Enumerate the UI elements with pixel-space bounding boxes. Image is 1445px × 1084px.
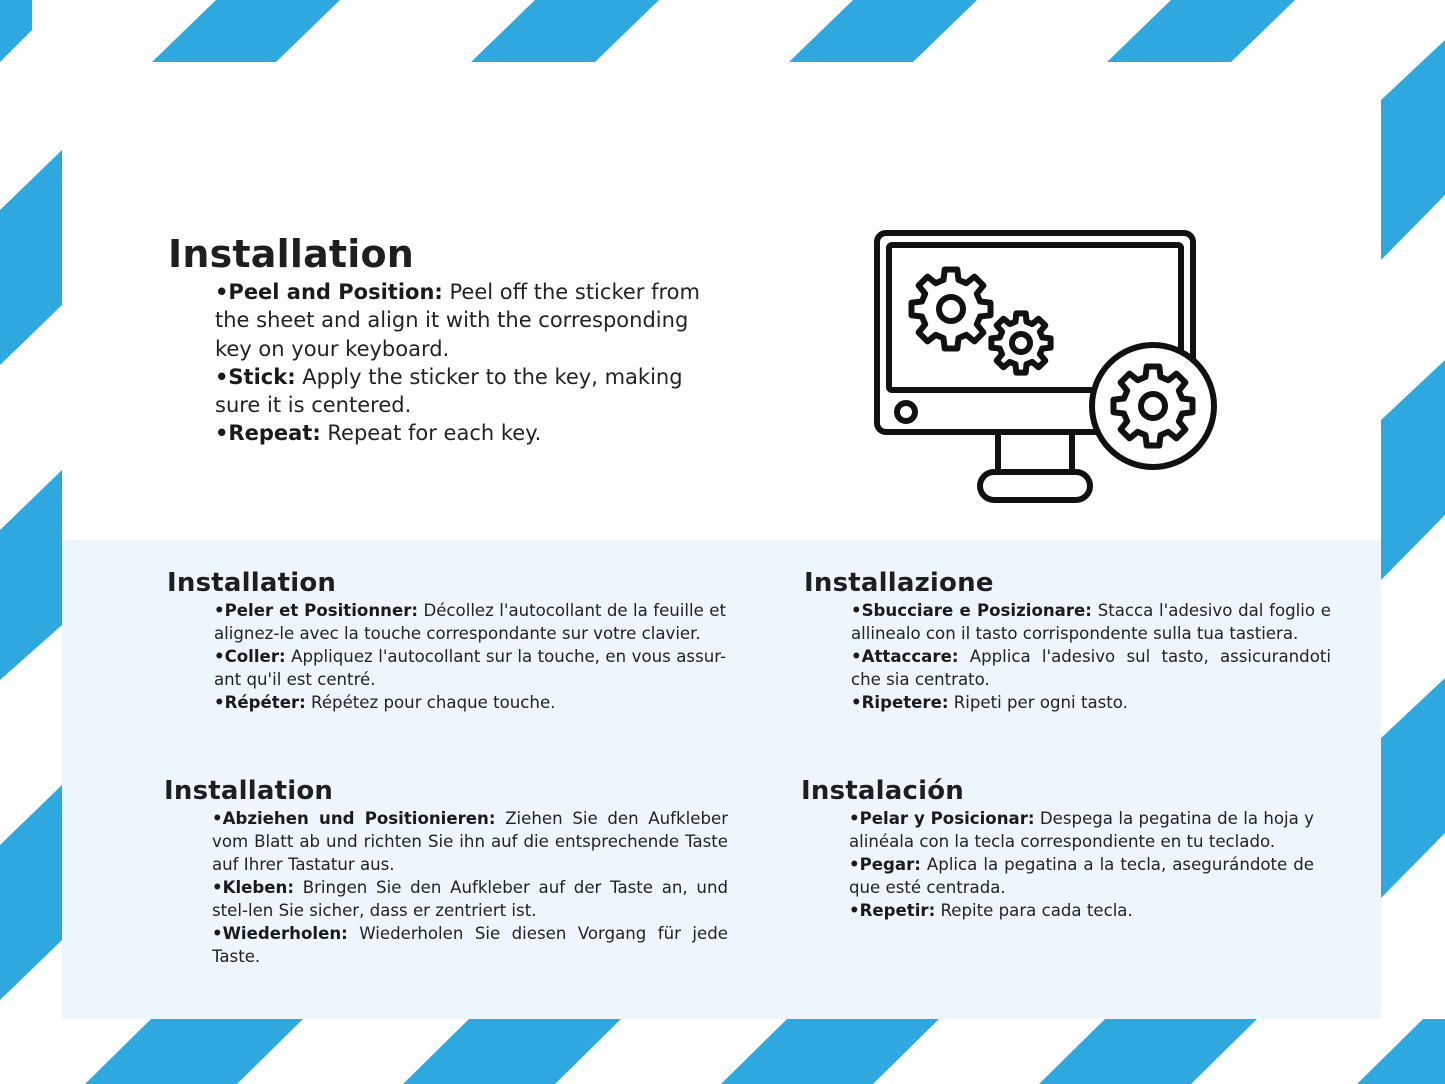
item-text: Répétez pour chaque touche.	[305, 693, 556, 712]
border-stripe	[0, 0, 32, 62]
list-item	[215, 419, 725, 447]
list-item	[212, 876, 728, 922]
item-label: •Répéter:	[214, 693, 306, 712]
border-stripe	[1357, 1019, 1445, 1084]
border-stripe	[1381, 360, 1445, 580]
border-stripe	[0, 470, 62, 680]
item-text: Décollez l'autocollant de la feuille et alignez-le avec la touche correspondante sur votre clavier.	[214, 601, 726, 643]
item-label: •Pelar y Posicionar:	[849, 809, 1035, 828]
border-stripe	[403, 1019, 621, 1084]
section-title-en: Installation	[168, 232, 415, 276]
instruction-list-fr	[214, 599, 726, 714]
item-label: •Stick:	[215, 364, 296, 389]
border-stripe	[789, 0, 977, 62]
item-text: Aplica la pegatina a la tecla, asegurándote de que esté centrada.	[849, 855, 1314, 897]
item-label: •Abziehen und Positionieren:	[212, 809, 496, 828]
border-stripe	[85, 1019, 303, 1084]
gear-icon	[991, 313, 1050, 372]
border-stripe	[152, 0, 340, 62]
list-item	[851, 599, 1331, 645]
list-item	[851, 645, 1331, 691]
item-text: Despega la pegatina de la hoja y alinéala con la tecla correspondiente en tu teclado.	[849, 809, 1314, 851]
item-label: •Kleben:	[212, 878, 294, 897]
border-stripe	[471, 0, 659, 62]
installation-section-fr	[167, 567, 726, 714]
gear-icon	[912, 270, 991, 349]
item-label: •Peler et Positionner:	[214, 601, 419, 620]
item-text: Ziehen Sie den Aufkleber vom Blatt ab und richten Sie ihn auf die entsprechende Taste auf Ihrer Tastatur aus.	[212, 809, 729, 874]
section-title-de: Installation	[164, 776, 334, 806]
list-item	[212, 807, 728, 876]
list-item	[215, 278, 725, 363]
border-stripe	[1039, 1019, 1257, 1084]
item-text: Applica l'adesivo sul tasto, assicurandoti che sia centrato.	[851, 647, 1331, 689]
item-label: •Attaccare:	[851, 647, 959, 666]
list-item	[851, 691, 1331, 714]
item-label: •Wiederholen:	[212, 924, 348, 943]
item-label: •Pegar:	[849, 855, 921, 874]
list-item	[214, 691, 726, 714]
installation-section-it	[804, 567, 1331, 714]
installation-section-en	[168, 230, 728, 448]
list-item	[215, 363, 725, 420]
border-stripe	[0, 150, 62, 365]
installation-section-es	[801, 775, 1314, 922]
border-stripe	[0, 785, 62, 1000]
item-label: •Repetir:	[849, 901, 936, 920]
list-item	[214, 645, 726, 691]
section-title-fr: Installation	[167, 568, 337, 598]
section-title-it: Installazione	[804, 568, 994, 598]
list-item	[212, 922, 728, 968]
instruction-list-en	[215, 278, 725, 448]
instruction-list-de	[212, 807, 728, 968]
item-text: Wiederholen Sie diesen Vorgang für jede Taste.	[212, 924, 728, 966]
border-stripe	[1381, 40, 1445, 260]
list-item	[849, 853, 1314, 899]
item-text: Appliquez l'autocollant sur la touche, en vous assur-ant qu'il est centré.	[214, 647, 726, 689]
border-stripe	[1107, 0, 1295, 62]
item-text: Ripeti per ogni tasto.	[948, 693, 1128, 712]
item-text: Stacca l'adesivo dal foglio e allinealo con il tasto corrispondente sulla tua tastiera.	[851, 601, 1332, 643]
list-item	[214, 599, 726, 645]
monitor-settings-gears-icon	[870, 225, 1225, 510]
list-item	[849, 899, 1314, 922]
installation-section-de	[164, 775, 728, 968]
instruction-list-it	[851, 599, 1331, 714]
section-title-es: Instalación	[801, 776, 964, 806]
item-text: Repite para cada tecla.	[935, 901, 1133, 920]
item-label: •Repeat:	[215, 421, 321, 446]
item-label: •Coller:	[214, 647, 286, 666]
item-text: Peel off the sticker from the sheet and align it with the corresponding key on your keyboard.	[215, 280, 700, 361]
item-text: Repeat for each key.	[320, 421, 542, 446]
item-text: Bringen Sie den Aufkleber auf der Taste an, und stel-len Sie sicher, dass er zentriert ist.	[212, 878, 728, 920]
item-text: Apply the sticker to the key, making sure it is centered.	[215, 364, 683, 418]
item-label: •Peel and Position:	[215, 280, 443, 304]
list-item	[849, 807, 1314, 853]
border-stripe	[721, 1019, 939, 1084]
item-label: •Ripetere:	[851, 693, 949, 712]
item-label: •Sbucciare e Posizionare:	[851, 601, 1092, 620]
border-stripe	[1381, 678, 1445, 898]
instruction-list-es	[849, 807, 1314, 922]
